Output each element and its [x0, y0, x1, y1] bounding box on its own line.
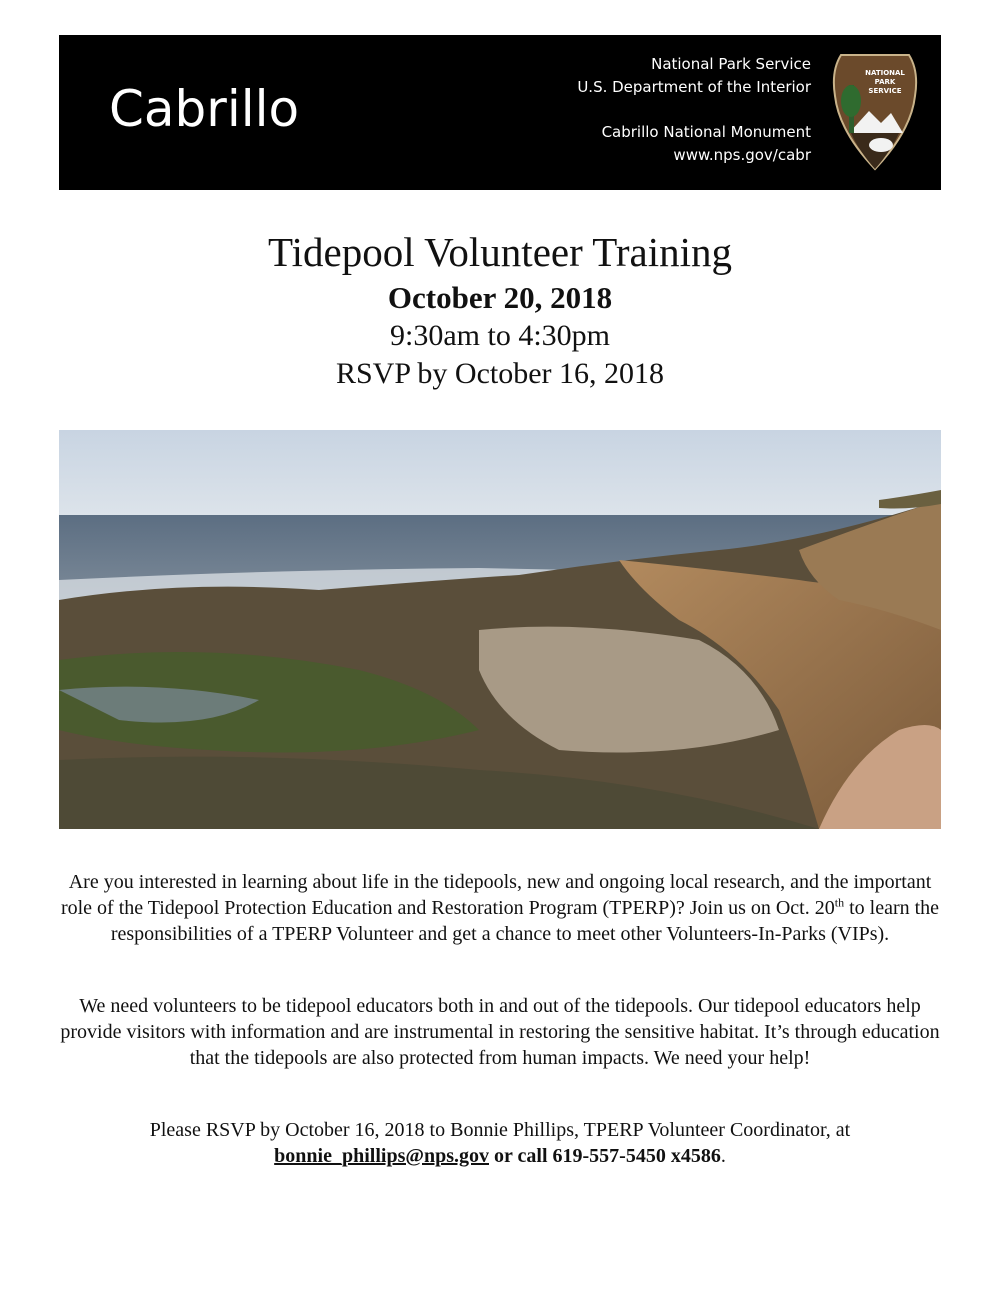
nps-arrowhead-logo-icon [829, 51, 921, 173]
agency-block [577, 53, 811, 167]
contact-phone: or call 619-557-5450 x4586 [489, 1145, 721, 1167]
tidepool-photo [59, 430, 941, 829]
rsvp-paragraph: Please RSVP by October 16, 2018 to Bonnie Phillips, TPERP Volunteer Coordinator, at bonnie_phillips@nps.gov or call 619-557-5450 x4586. [149, 1119, 851, 1167]
event-title: Tidepool Volunteer Training [268, 229, 732, 275]
agency-name: National Park Service [651, 55, 811, 73]
svg-text:SERVICE: SERVICE [868, 87, 902, 95]
website-url: www.nps.gov/cabr [673, 146, 811, 164]
event-time: 9:30am to 4:30pm [390, 319, 610, 352]
unit-name: Cabrillo National Monument [601, 123, 811, 141]
park-name: Cabrillo [109, 80, 300, 138]
volunteer-need-paragraph: We need volunteers to be tidepool educators both in and out of the tidepools. Our tidepool educators help provide visitors with information and are instrumental in restoring the sensitive habitat. It’s through education that the tidepools are also protected from human impacts. We need your help! [60, 995, 940, 1069]
event-date: October 20, 2018 [387, 280, 613, 315]
header-banner [59, 35, 941, 190]
intro-paragraph: Are you interested in learning about life in the tidepools, new and ongoing local research, and the important role of the Tidepool Protection Education and Restoration Program (TPERP)? Join us on Oct. 20th to learn the responsibilities of a TPERP Volunteer and get a chance to meet other Volunteers-In-Parks (VIPs). [60, 871, 940, 945]
svg-text:PARK: PARK [874, 78, 896, 86]
department-name: U.S. Department of the Interior [577, 78, 811, 96]
rsvp-deadline: RSVP by October 16, 2018 [335, 357, 665, 390]
svg-text:NATIONAL: NATIONAL [865, 69, 905, 77]
contact-email-link[interactable]: bonnie_phillips@nps.gov [274, 1145, 489, 1167]
